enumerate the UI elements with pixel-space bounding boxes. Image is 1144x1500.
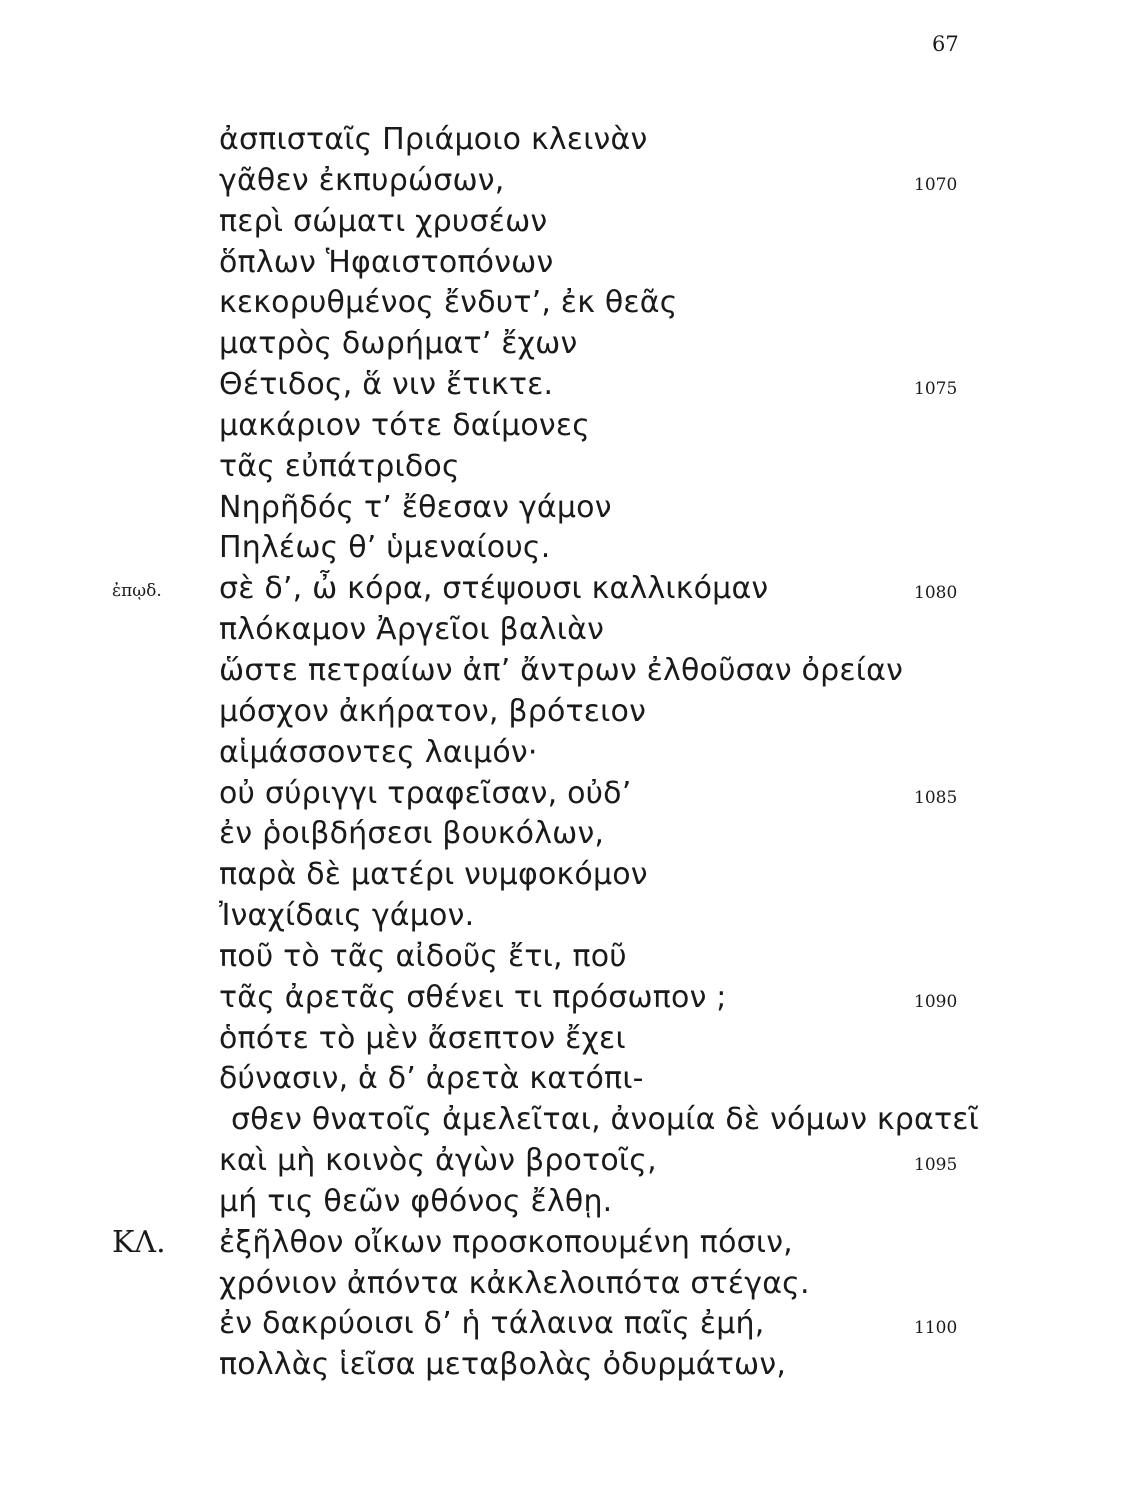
verse-line: [0, 120, 1144, 161]
line-number: 1070: [914, 174, 958, 195]
verse-line: [0, 406, 1144, 447]
verse-text: μακάριον τότε δαίμονες: [219, 407, 591, 443]
line-number: 1095: [914, 1155, 958, 1176]
verse-text: ὥστε πετραίων ἀπ’ ἄντρων ἐλθοῦσαν ὀρείαν: [219, 652, 904, 688]
verse-text: ὁπότε τὸ μὲν ἄσεπτον ἔχει: [219, 1020, 626, 1056]
verse-line: [0, 1059, 1144, 1100]
verse-text: Ἰναχίδαις γάμον.: [219, 898, 475, 934]
verse-text: ἐξῆλθον οἴκων προσκοπουμένη πόσιν,: [219, 1224, 793, 1260]
verse-line: [0, 937, 1144, 978]
verse-line: [0, 814, 1144, 855]
verse-line: [0, 1182, 1144, 1223]
verse-line: [0, 1304, 1144, 1345]
verse-line: [0, 324, 1144, 365]
verse-block: [0, 120, 1144, 1386]
verse-line: [0, 1100, 1144, 1141]
verse-line: [0, 1019, 1144, 1060]
line-number: 1080: [914, 583, 958, 604]
verse-text: πλόκαμον Ἀργεῖοι βαλιὰν: [219, 612, 605, 648]
verse-text: μή τις θεῶν φθόνος ἔλθῃ.: [219, 1183, 613, 1219]
verse-text: κεκορυθμένος ἔνδυτ’, ἐκ θεᾶς: [219, 285, 678, 321]
verse-text: ἐν ῥοιβδήσεσι βουκόλων,: [219, 816, 605, 852]
verse-line: [0, 1141, 1144, 1182]
verse-text: ἀσπισταῖς Πριάμοιο κλεινὰν: [219, 122, 648, 157]
verse-text: σθεν θνατοῖς ἀμελεῖται, ἀνομία δὲ νόμων κρατεῖ: [231, 1102, 980, 1138]
verse-line: [0, 161, 1144, 202]
speaker-label: ΚΛ.: [112, 1224, 166, 1260]
verse-line: [0, 488, 1144, 529]
verse-line: [0, 651, 1144, 692]
line-number: 1085: [914, 787, 958, 808]
line-number: 1075: [914, 379, 958, 400]
verse-text: χρόνιον ἀπόντα κἀκλελοιπότα στέγας.: [219, 1265, 810, 1301]
verse-line: [0, 365, 1144, 406]
verse-text: οὐ σύριγγι τραφεῖσαν, οὐδ’: [219, 775, 632, 811]
line-number: 1100: [914, 1318, 958, 1339]
line-number: 1090: [914, 991, 958, 1012]
verse-line: [0, 569, 1144, 610]
verse-text: ὅπλων Ἡφαιστοπόνων: [219, 244, 554, 280]
verse-line: [0, 774, 1144, 815]
section-label: ἐπῳδ.: [112, 581, 162, 602]
verse-text: τᾶς ἀρετᾶς σθένει τι πρόσωπον ;: [219, 979, 727, 1015]
verse-line: [0, 1264, 1144, 1305]
verse-text: Νηρῆδός τ’ ἔθεσαν γάμον: [219, 489, 612, 525]
verse-text: αἱμάσσοντες λαιμόν·: [219, 734, 538, 770]
verse-text: ποῦ τὸ τᾶς αἰδοῦς ἔτι, ποῦ: [219, 938, 627, 974]
verse-text: πολλὰς ἱεῖσα μεταβολὰς ὀδυρμάτων,: [219, 1347, 787, 1383]
verse-line: [0, 978, 1144, 1019]
verse-line: [0, 1345, 1144, 1386]
verse-text: παρὰ δὲ ματέρι νυμφοκόμον: [219, 857, 648, 893]
page-number: 67: [932, 32, 959, 56]
verse-line: [0, 1223, 1144, 1264]
verse-line: [0, 528, 1144, 569]
verse-line: [0, 243, 1144, 284]
verse-text: περὶ σώματι χρυσέων: [219, 203, 548, 239]
verse-text: Πηλέως θ’ ὑμεναίους.: [219, 530, 551, 566]
verse-text: δύνασιν, ἁ δ’ ἀρετὰ κατόπι-: [219, 1061, 644, 1097]
verse-line: [0, 692, 1144, 733]
verse-text: μόσχον ἀκήρατον, βρότειον: [219, 693, 647, 729]
verse-text: ματρὸς δωρήματ’ ἔχων: [219, 326, 578, 362]
verse-text: γᾶθεν ἐκπυρώσων,: [219, 162, 505, 198]
verse-line: [0, 283, 1144, 324]
verse-text: τᾶς εὐπάτριδος: [219, 448, 460, 484]
verse-text: καὶ μὴ κοινὸς ἀγὼν βροτοῖς,: [219, 1143, 657, 1179]
verse-line: [0, 610, 1144, 651]
verse-line: [0, 202, 1144, 243]
verse-text: ἐν δακρύοισι δ’ ἡ τάλαινα παῖς ἐμή,: [219, 1306, 765, 1342]
verse-text: Θέτιδος, ἅ νιν ἔτικτε.: [219, 367, 554, 403]
verse-line: [0, 733, 1144, 774]
verse-line: [0, 896, 1144, 937]
verse-text: σὲ δ’, ὦ κόρα, στέψουσι καλλικόμαν: [219, 571, 769, 607]
verse-line: [0, 447, 1144, 488]
verse-line: [0, 855, 1144, 896]
